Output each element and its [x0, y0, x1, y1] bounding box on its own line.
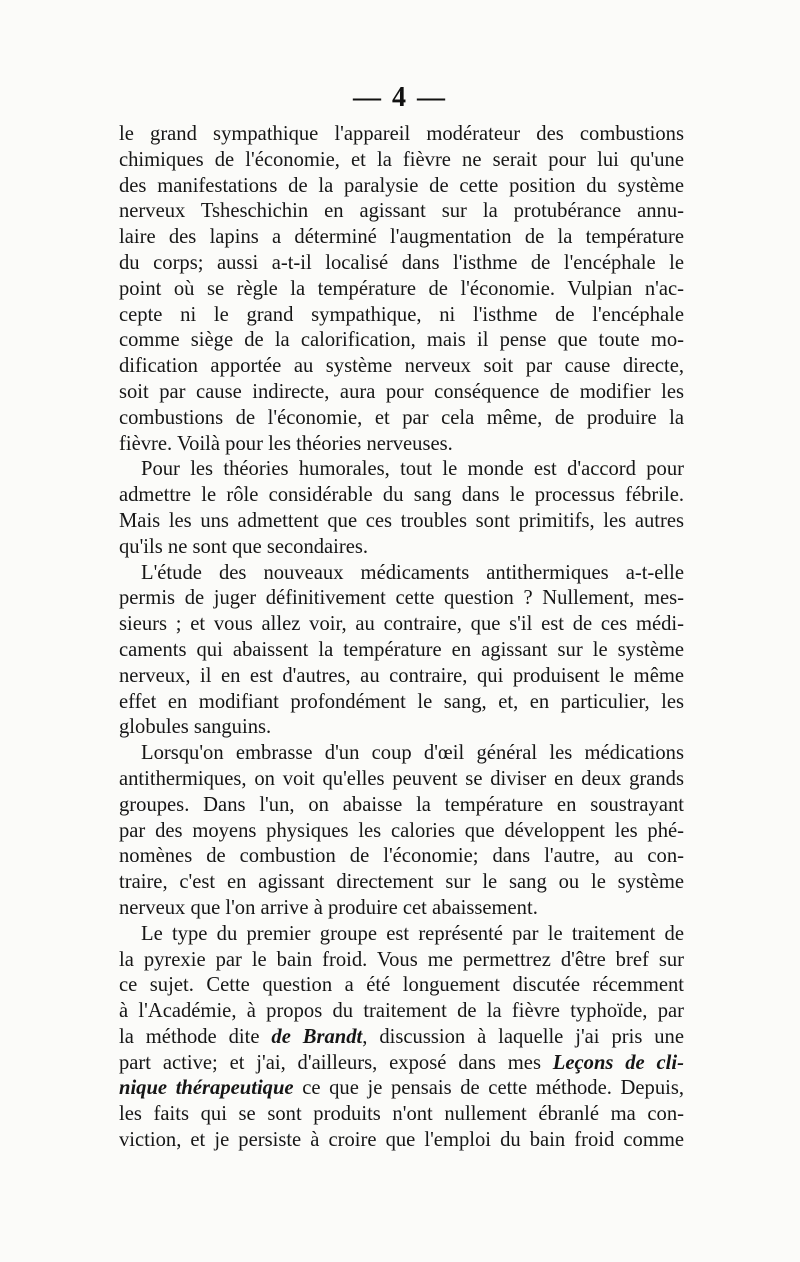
text-run: nerveux, il en est d'autres, au contraire, qui produisent le même	[119, 664, 684, 687]
text-line	[119, 638, 684, 664]
text-run: ce sujet. Cette question a été longuement discutée récemment	[119, 974, 684, 997]
text-line	[119, 896, 684, 922]
text-line	[119, 457, 684, 483]
text-line	[119, 586, 684, 612]
text-line	[119, 612, 684, 638]
text-line	[119, 406, 684, 432]
text-run: Pour les théories humorales, tout le monde est d'accord pour	[141, 458, 684, 481]
text-run: du corps; aussi a-t-il localisé dans l'isthme de l'encéphale le	[119, 251, 684, 274]
text-run: les faits qui se sont produits n'ont nullement ébranlé ma con-	[119, 1103, 684, 1126]
text-line	[119, 664, 684, 690]
text-line	[119, 225, 684, 251]
text-run: comme siège de la calorification, mais il pense que toute mo-	[119, 329, 684, 352]
italic-title: Leçons de cli-	[552, 1051, 684, 1074]
text-line	[119, 999, 684, 1025]
text-run: la méthode dite	[119, 1025, 272, 1048]
text-run: nomènes de combustion de l'économie; dans l'autre, au con-	[119, 845, 684, 868]
text-run: sieurs ; et vous allez voir, au contraire, que s'il est de ces médi-	[119, 613, 684, 636]
text-run: antithermiques, on voit qu'elles peuvent se diviser en deux grands	[119, 767, 684, 790]
text-line	[119, 793, 684, 819]
text-run: point où se règle la température de l'économie. Vulpian n'ac-	[119, 277, 684, 300]
italic-title: de Brandt	[271, 1025, 363, 1048]
text-line	[119, 1025, 684, 1051]
text-line	[119, 1102, 684, 1128]
text-line	[119, 1051, 684, 1077]
text-run: permis de juger définitivement cette question ? Nullement, mes-	[119, 587, 684, 610]
text-run: Le type du premier groupe est représenté par le traitement de	[141, 922, 684, 945]
text-line	[119, 199, 684, 225]
text-run: à l'Académie, à propos du traitement de la fièvre typhoïde, par	[119, 1000, 684, 1023]
text-line	[119, 1128, 684, 1154]
text-run: ce que je pensais de cette méthode. Depuis,	[293, 1077, 684, 1100]
text-line	[119, 148, 684, 174]
text-line	[119, 432, 684, 458]
text-line	[119, 1076, 684, 1102]
text-run: part active; et j'ai, d'ailleurs, exposé dans mes	[119, 1051, 553, 1074]
text-run: combustions de l'économie, et par cela même, de produire la	[119, 406, 684, 429]
text-line	[119, 509, 684, 535]
text-run: laire des lapins a déterminé l'augmentation de la température	[119, 226, 684, 249]
text-line	[119, 741, 684, 767]
page-number: — 4 —	[353, 82, 447, 113]
text-run: qu'ils ne sont que secondaires.	[119, 535, 369, 558]
text-run: dification apportée au système nerveux soit par cause directe,	[119, 355, 684, 378]
text-run: soit par cause indirecte, aura pour conséquence de modifier les	[119, 380, 684, 403]
text-run: traire, c'est en agissant directement sur le sang ou le système	[119, 871, 684, 894]
text-line	[119, 819, 684, 845]
text-run: , discussion à laquelle j'ai pris une	[362, 1025, 684, 1048]
text-line	[119, 251, 684, 277]
text-run: groupes. Dans l'un, on abaisse la température en soustrayant	[119, 793, 684, 816]
text-line	[119, 328, 684, 354]
text-run: le grand sympathique l'appareil modérateur des combustions	[119, 123, 684, 145]
text-run: la pyrexie par le bain froid. Vous me permettrez d'être bref sur	[119, 948, 684, 971]
text-line	[119, 174, 684, 200]
body-text	[119, 122, 684, 1154]
text-line	[119, 690, 684, 716]
text-run: chimiques de l'économie, et la fièvre ne serait pour lui qu'une	[119, 148, 684, 171]
text-run: fièvre. Voilà pour les théories nerveuses.	[119, 432, 453, 455]
text-line	[119, 483, 684, 509]
text-line	[119, 122, 684, 148]
text-line	[119, 844, 684, 870]
text-run: Mais les uns admettent que ces troubles sont primitifs, les autres	[119, 509, 684, 532]
text-run: admettre le rôle considérable du sang dans le processus fébrile.	[119, 484, 684, 507]
text-line	[119, 561, 684, 587]
text-run: globules sanguins.	[119, 716, 272, 739]
text-run: viction, et je persiste à croire que l'emploi du bain froid comme	[119, 1129, 684, 1152]
text-line	[119, 948, 684, 974]
text-line	[119, 303, 684, 329]
text-run: caments qui abaissent la température en agissant sur le système	[119, 638, 684, 661]
text-run: effet en modifiant profondément le sang, et, en particulier, les	[119, 690, 684, 713]
text-run: cepte ni le grand sympathique, ni l'isthme de l'encéphale	[119, 303, 684, 326]
text-line	[119, 767, 684, 793]
text-run: Lorsqu'on embrasse d'un coup d'œil général les médications	[141, 742, 684, 765]
italic-title: nique thérapeutique	[119, 1077, 294, 1100]
text-line	[119, 715, 684, 741]
text-line	[119, 922, 684, 948]
text-run: nerveux Tsheschichin en agissant sur la protubérance annu-	[119, 200, 684, 223]
text-run: par des moyens physiques les calories que développent les phé-	[119, 819, 684, 842]
text-line	[119, 380, 684, 406]
text-run: des manifestations de la paralysie de cette position du système	[119, 174, 684, 197]
text-line	[119, 354, 684, 380]
text-line	[119, 277, 684, 303]
text-run: nerveux que l'on arrive à produire cet abaissement.	[119, 896, 538, 919]
text-run: L'étude des nouveaux médicaments antithermiques a-t-elle	[141, 561, 684, 584]
text-line	[119, 870, 684, 896]
text-line	[119, 973, 684, 999]
text-line	[119, 535, 684, 561]
